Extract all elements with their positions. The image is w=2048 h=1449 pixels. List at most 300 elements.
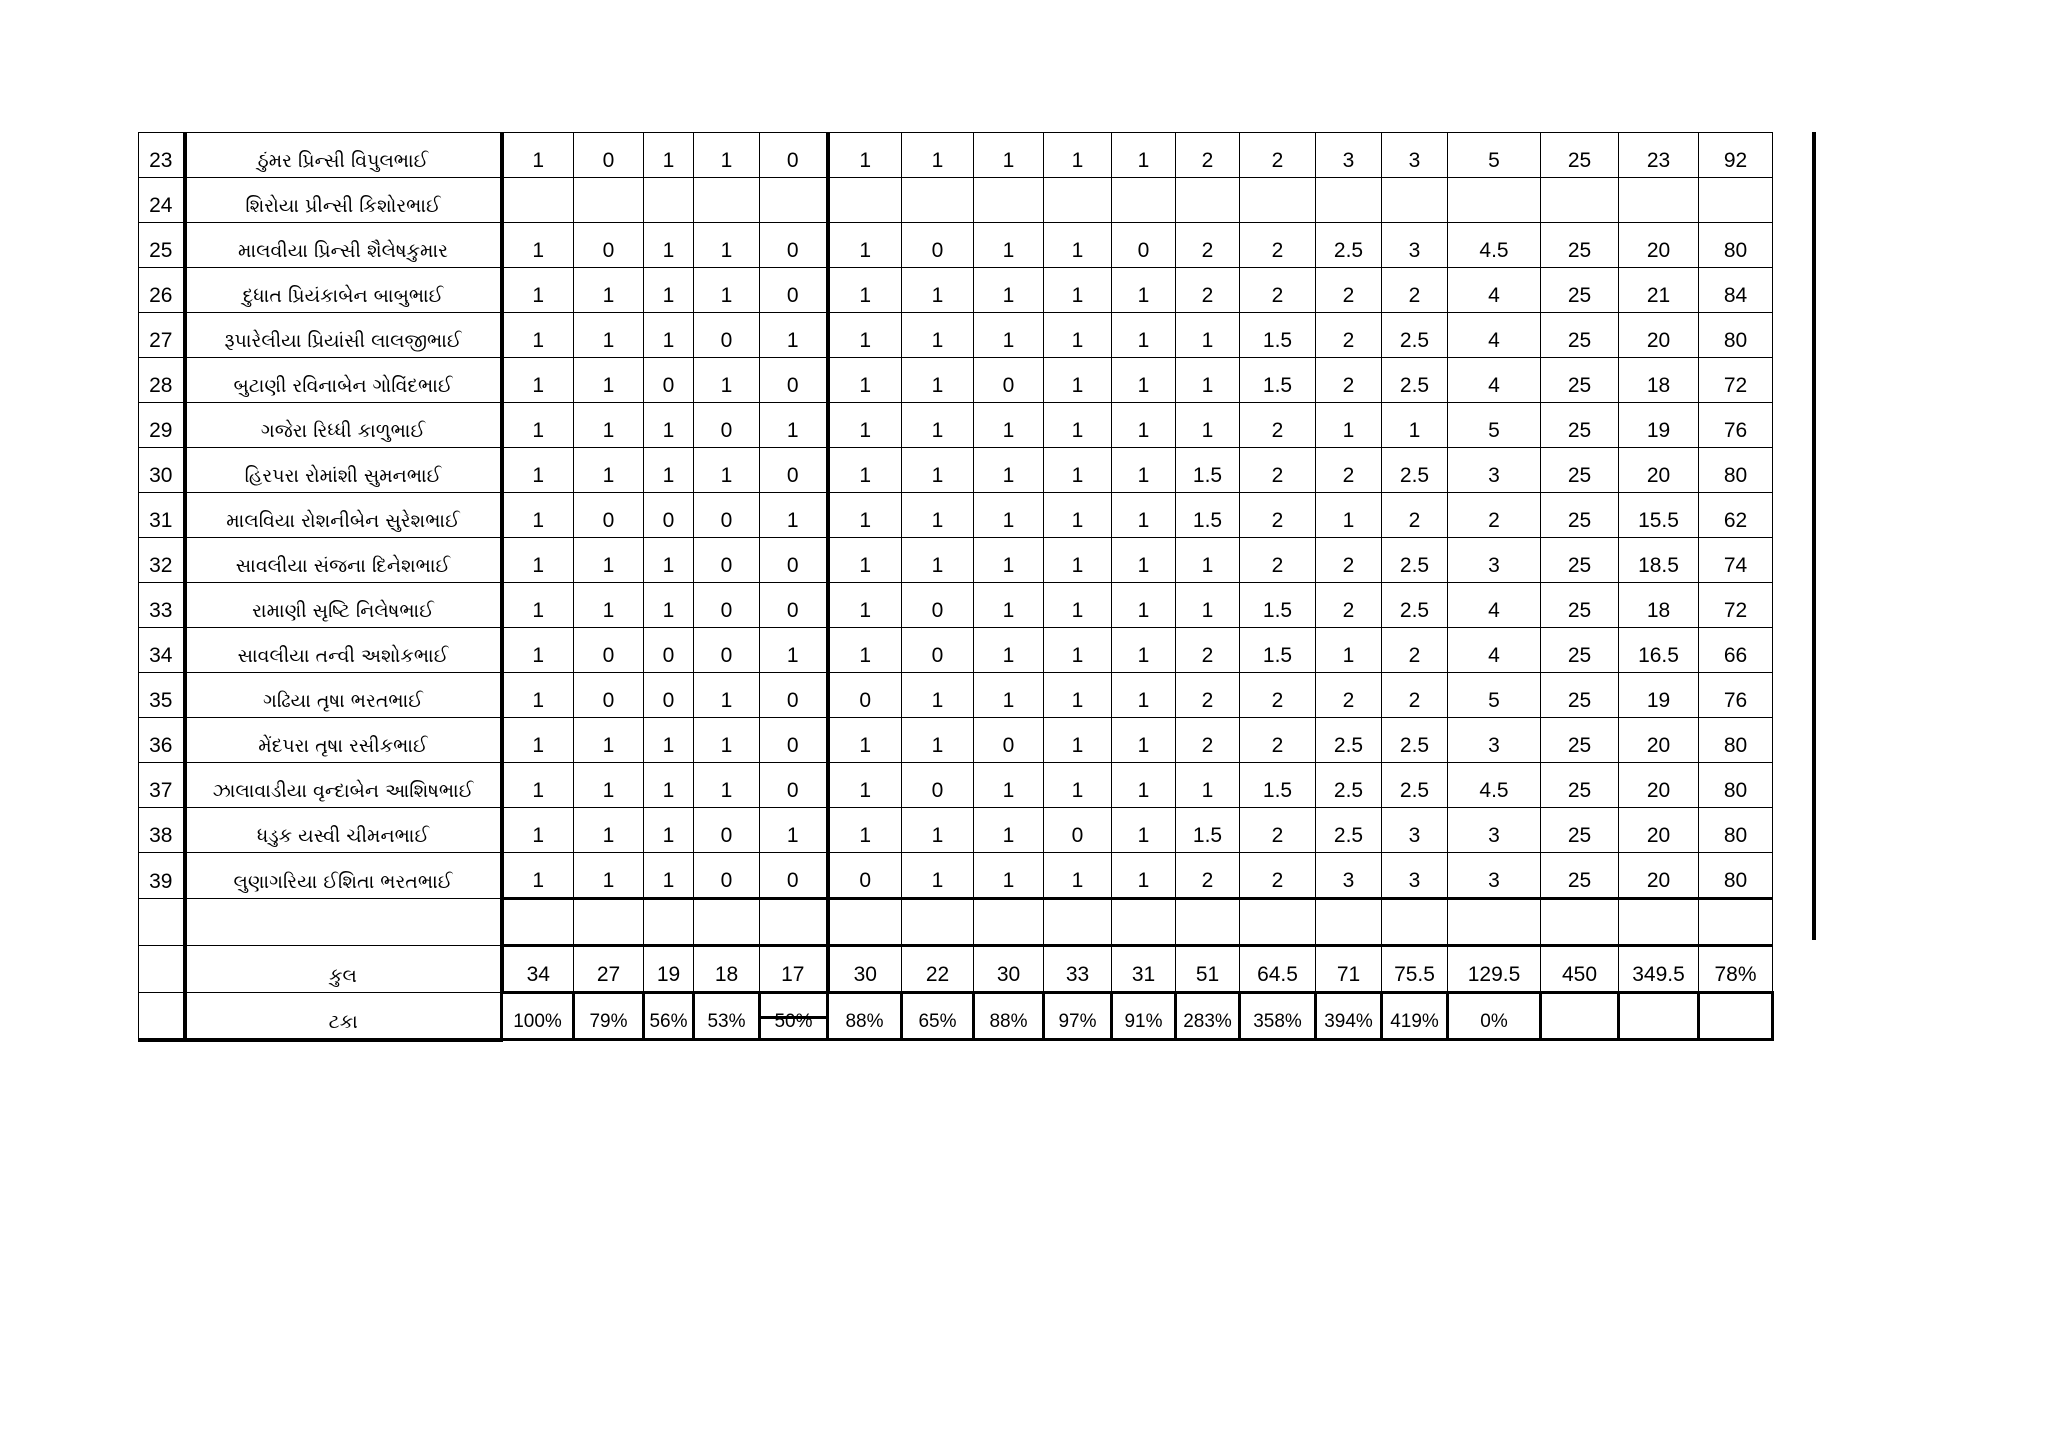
total-row — [139, 946, 1773, 993]
score-cell: 1.5 — [1240, 628, 1316, 673]
student-name-cell: સાવલીયા તન્વી અશોકભાઈ — [185, 628, 502, 673]
score-cell: 1 — [1112, 583, 1176, 628]
score-cell: 419% — [1382, 993, 1448, 1040]
score-cell: 65% — [902, 993, 974, 1040]
score-cell: 2 — [1382, 493, 1448, 538]
score-cell: 1 — [974, 313, 1044, 358]
score-cell: 0 — [760, 223, 828, 268]
score-cell: 1 — [694, 718, 760, 763]
score-cell: 2 — [1240, 673, 1316, 718]
score-cell: 1 — [502, 448, 574, 493]
score-cell: 1 — [644, 268, 694, 313]
score-cell: 1 — [974, 133, 1044, 178]
score-cell: 2 — [1240, 808, 1316, 853]
score-cell: 25 — [1541, 853, 1619, 899]
score-cell — [644, 178, 694, 223]
score-cell: 97% — [1044, 993, 1112, 1040]
score-cell: 1 — [644, 223, 694, 268]
score-cell: 1 — [760, 313, 828, 358]
signature-line — [760, 1016, 828, 1019]
table-row — [139, 493, 1773, 538]
score-cell — [1240, 178, 1316, 223]
score-cell: 0 — [902, 223, 974, 268]
score-cell: 30 — [828, 946, 902, 993]
score-cell: 2.5 — [1316, 808, 1382, 853]
score-cell: 2.5 — [1382, 583, 1448, 628]
score-cell: 1 — [574, 538, 644, 583]
score-cell: 1 — [1044, 133, 1112, 178]
score-cell: 25 — [1541, 448, 1619, 493]
roll-number-cell: 31 — [139, 493, 185, 538]
score-cell: 2 — [1176, 853, 1240, 899]
score-cell: 1 — [1316, 403, 1382, 448]
score-cell: 50% — [760, 993, 828, 1040]
score-cell: 1 — [1044, 718, 1112, 763]
student-name-cell: રામાણી સૃષ્ટિ નિલેષભાઈ — [185, 583, 502, 628]
score-cell: 1 — [902, 358, 974, 403]
score-cell: 25 — [1541, 268, 1619, 313]
score-cell: 0 — [694, 583, 760, 628]
score-cell: 1 — [694, 133, 760, 178]
student-name-cell: સાવલીયા સંજના દિનેશભાઈ — [185, 538, 502, 583]
score-cell: 2 — [1240, 223, 1316, 268]
table-row — [139, 358, 1773, 403]
score-cell: 450 — [1541, 946, 1619, 993]
score-cell: 1 — [828, 403, 902, 448]
percent-row — [139, 993, 1773, 1040]
score-cell: 2 — [1316, 583, 1382, 628]
score-cell — [760, 178, 828, 223]
score-cell: 72 — [1699, 583, 1773, 628]
score-cell: 1 — [694, 268, 760, 313]
table-body — [139, 133, 1773, 1040]
score-cell: 1 — [828, 628, 902, 673]
score-cell: 2 — [1240, 853, 1316, 899]
score-cell: 1 — [1112, 268, 1176, 313]
student-name-cell: શિરોયા પ્રીન્સી કિશોરભાઈ — [185, 178, 502, 223]
score-cell: 349.5 — [1619, 946, 1699, 993]
score-cell: 2.5 — [1316, 763, 1382, 808]
score-cell: 25 — [1541, 628, 1619, 673]
score-cell: 18.5 — [1619, 538, 1699, 583]
score-cell: 0 — [974, 718, 1044, 763]
score-cell: 19 — [1619, 403, 1699, 448]
score-cell: 1 — [828, 448, 902, 493]
score-cell: 3 — [1448, 718, 1541, 763]
score-cell: 1 — [828, 493, 902, 538]
score-cell: 1 — [574, 403, 644, 448]
score-cell: 1 — [828, 538, 902, 583]
score-cell: 1 — [502, 583, 574, 628]
score-cell: 2 — [1240, 448, 1316, 493]
score-cell: 1 — [502, 673, 574, 718]
student-name-cell: ઝાલાવાડીયા વૃન્દાબેન આશિષભાઈ — [185, 763, 502, 808]
score-cell: 1 — [574, 808, 644, 853]
score-cell: 78% — [1699, 946, 1773, 993]
score-cell: 0 — [760, 133, 828, 178]
score-cell: 1 — [828, 808, 902, 853]
score-cell — [1699, 993, 1773, 1040]
score-cell — [1448, 899, 1541, 946]
score-cell: 88% — [974, 993, 1044, 1040]
score-cell — [1240, 899, 1316, 946]
score-cell: 2 — [1240, 493, 1316, 538]
score-cell: 1 — [502, 268, 574, 313]
score-cell: 80 — [1699, 223, 1773, 268]
score-cell: 1 — [974, 583, 1044, 628]
score-cell: 0 — [644, 628, 694, 673]
score-cell — [902, 178, 974, 223]
roll-number-cell: 39 — [139, 853, 185, 899]
student-name-cell: લુણાગરિયા ઈશિતા ભરતભાઈ — [185, 853, 502, 899]
score-cell: 25 — [1541, 493, 1619, 538]
score-cell: 0 — [1044, 808, 1112, 853]
score-cell — [1619, 178, 1699, 223]
score-cell: 17 — [760, 946, 828, 993]
score-cell: 4.5 — [1448, 223, 1541, 268]
score-cell: 1 — [502, 538, 574, 583]
score-cell: 79% — [574, 993, 644, 1040]
roll-number-cell: 30 — [139, 448, 185, 493]
student-name-cell: રૂપારેલીયા પ્રિયાંસી લાલજીભાઈ — [185, 313, 502, 358]
score-cell: 0 — [828, 853, 902, 899]
student-name-cell: દુધાત પ્રિયંકાબેન બાબુભાઈ — [185, 268, 502, 313]
score-cell: 2.5 — [1382, 538, 1448, 583]
score-cell: 1 — [1112, 448, 1176, 493]
score-cell: 1 — [902, 808, 974, 853]
score-cell: 88% — [828, 993, 902, 1040]
score-cell: 18 — [1619, 358, 1699, 403]
score-cell: 1 — [1044, 673, 1112, 718]
table-row — [139, 268, 1773, 313]
score-cell: 1 — [644, 133, 694, 178]
score-cell: 3 — [1448, 448, 1541, 493]
score-cell: 1 — [974, 448, 1044, 493]
score-cell: 1.5 — [1176, 493, 1240, 538]
score-cell — [1382, 899, 1448, 946]
score-cell: 283% — [1176, 993, 1240, 1040]
roll-number-cell — [139, 993, 185, 1040]
score-cell: 1 — [974, 673, 1044, 718]
score-cell: 0 — [574, 673, 644, 718]
score-cell: 2.5 — [1316, 718, 1382, 763]
score-cell: 0 — [644, 673, 694, 718]
score-cell: 1 — [502, 493, 574, 538]
table-row — [139, 223, 1773, 268]
score-cell: 0 — [1112, 223, 1176, 268]
table-row — [139, 763, 1773, 808]
roll-number-cell: 26 — [139, 268, 185, 313]
score-cell: 0 — [902, 628, 974, 673]
score-cell: 1 — [1382, 403, 1448, 448]
score-cell: 16.5 — [1619, 628, 1699, 673]
score-cell: 1 — [502, 403, 574, 448]
score-cell: 1 — [694, 358, 760, 403]
score-cell: 0 — [694, 493, 760, 538]
score-cell: 2 — [1240, 538, 1316, 583]
score-cell: 1 — [502, 718, 574, 763]
score-cell: 1 — [974, 853, 1044, 899]
score-cell: 20 — [1619, 763, 1699, 808]
score-cell: 0 — [760, 673, 828, 718]
score-cell: 1 — [574, 853, 644, 899]
score-cell — [1699, 899, 1773, 946]
score-cell: 1 — [1316, 493, 1382, 538]
score-cell: 1 — [644, 448, 694, 493]
score-cell: 20 — [1619, 718, 1699, 763]
score-cell: 1 — [574, 583, 644, 628]
score-cell: 1 — [1044, 358, 1112, 403]
score-cell: 1 — [828, 583, 902, 628]
score-cell: 1 — [902, 538, 974, 583]
score-cell: 1 — [1112, 763, 1176, 808]
score-cell: 0 — [574, 493, 644, 538]
score-cell: 2 — [1382, 268, 1448, 313]
score-cell: 23 — [1619, 133, 1699, 178]
score-cell: 80 — [1699, 763, 1773, 808]
student-name-cell: માલવીયા પ્રિન્સી શૈલેષકુમાર — [185, 223, 502, 268]
score-cell: 1 — [1112, 403, 1176, 448]
score-cell — [574, 899, 644, 946]
table-row — [139, 718, 1773, 763]
score-cell — [1112, 899, 1176, 946]
score-cell: 80 — [1699, 808, 1773, 853]
score-cell: 1 — [902, 853, 974, 899]
score-cell: 1 — [1044, 538, 1112, 583]
score-cell: 64.5 — [1240, 946, 1316, 993]
score-cell: 56% — [644, 993, 694, 1040]
score-cell: 1.5 — [1240, 358, 1316, 403]
student-name-cell: માલવિયા રોશનીબેન સુરેશભાઈ — [185, 493, 502, 538]
score-cell: 1 — [1044, 223, 1112, 268]
score-cell: 1 — [502, 133, 574, 178]
score-cell: 1 — [694, 673, 760, 718]
score-cell: 1 — [974, 223, 1044, 268]
score-cell: 25 — [1541, 538, 1619, 583]
score-cell — [974, 178, 1044, 223]
score-cell: 1 — [974, 538, 1044, 583]
score-cell: 2.5 — [1382, 358, 1448, 403]
score-cell: 25 — [1541, 583, 1619, 628]
score-cell: 2 — [1176, 718, 1240, 763]
score-cell: 1 — [644, 583, 694, 628]
score-cell: 1 — [644, 718, 694, 763]
score-cell: 1 — [902, 133, 974, 178]
score-cell — [1699, 178, 1773, 223]
score-cell: 1 — [1112, 628, 1176, 673]
score-cell: 1 — [1176, 358, 1240, 403]
table-row — [139, 808, 1773, 853]
score-cell — [1541, 899, 1619, 946]
score-cell: 1 — [502, 628, 574, 673]
score-cell — [694, 899, 760, 946]
score-cell — [1619, 899, 1699, 946]
score-cell: 1 — [760, 403, 828, 448]
score-cell: 0 — [644, 358, 694, 403]
score-cell: 0 — [760, 268, 828, 313]
score-cell: 3 — [1382, 223, 1448, 268]
score-cell: 1 — [1044, 448, 1112, 493]
score-cell: 2.5 — [1382, 448, 1448, 493]
score-cell: 1 — [828, 313, 902, 358]
score-cell: 1 — [760, 628, 828, 673]
score-cell: 1 — [902, 493, 974, 538]
score-cell — [1316, 899, 1382, 946]
student-name-cell: કુલ — [185, 946, 502, 993]
score-cell: 31 — [1112, 946, 1176, 993]
score-cell: 25 — [1541, 358, 1619, 403]
score-cell: 0 — [574, 223, 644, 268]
score-cell: 3 — [1382, 853, 1448, 899]
score-cell: 1 — [1112, 853, 1176, 899]
score-cell: 1 — [1112, 313, 1176, 358]
score-cell: 0 — [694, 313, 760, 358]
score-cell — [574, 178, 644, 223]
score-cell: 1 — [502, 763, 574, 808]
score-cell: 2 — [1382, 628, 1448, 673]
roll-number-cell: 34 — [139, 628, 185, 673]
student-name-cell: હિરપરા રોમાંશી સુમનભાઈ — [185, 448, 502, 493]
score-cell: 1 — [1044, 763, 1112, 808]
score-cell: 51 — [1176, 946, 1240, 993]
score-cell: 20 — [1619, 223, 1699, 268]
score-cell: 22 — [902, 946, 974, 993]
score-cell: 80 — [1699, 718, 1773, 763]
score-cell: 2 — [1176, 223, 1240, 268]
score-cell: 2 — [1176, 268, 1240, 313]
score-cell: 76 — [1699, 673, 1773, 718]
student-name-cell — [185, 899, 502, 946]
roll-number-cell: 35 — [139, 673, 185, 718]
score-cell: 33 — [1044, 946, 1112, 993]
score-cell: 2.5 — [1382, 313, 1448, 358]
score-cell: 3 — [1316, 853, 1382, 899]
score-cell: 25 — [1541, 313, 1619, 358]
score-cell: 20 — [1619, 808, 1699, 853]
score-cell: 2 — [1240, 403, 1316, 448]
student-name-cell: ઠુંમર પ્રિન્સી વિપુલભાઈ — [185, 133, 502, 178]
score-cell: 3 — [1316, 133, 1382, 178]
table-row — [139, 853, 1773, 899]
score-cell: 1 — [1044, 583, 1112, 628]
score-cell: 1 — [644, 538, 694, 583]
score-cell: 0 — [694, 538, 760, 583]
score-cell: 1 — [644, 763, 694, 808]
score-cell: 1 — [902, 673, 974, 718]
roll-number-cell: 27 — [139, 313, 185, 358]
score-cell: 66 — [1699, 628, 1773, 673]
table-row — [139, 178, 1773, 223]
score-cell: 2 — [1316, 448, 1382, 493]
table-row — [139, 403, 1773, 448]
score-cell: 1.5 — [1240, 763, 1316, 808]
score-cell: 100% — [502, 993, 574, 1040]
score-cell: 0 — [760, 538, 828, 583]
score-cell: 0 — [694, 628, 760, 673]
score-cell — [1176, 899, 1240, 946]
score-cell — [644, 899, 694, 946]
score-cell: 4 — [1448, 583, 1541, 628]
score-cell: 2 — [1176, 628, 1240, 673]
score-cell: 1 — [828, 718, 902, 763]
score-cell: 1 — [1112, 808, 1176, 853]
student-name-cell: બુટાણી રવિનાબેન ગોવિંદભાઈ — [185, 358, 502, 403]
score-cell: 1 — [1176, 403, 1240, 448]
score-cell: 1 — [1316, 628, 1382, 673]
score-cell: 1 — [1112, 538, 1176, 583]
score-cell: 53% — [694, 993, 760, 1040]
score-cell: 4 — [1448, 358, 1541, 403]
score-cell: 2 — [1448, 493, 1541, 538]
score-cell: 1.5 — [1176, 808, 1240, 853]
score-cell: 1 — [1112, 358, 1176, 403]
score-cell: 0 — [760, 718, 828, 763]
score-cell: 1 — [502, 313, 574, 358]
score-cell: 34 — [502, 946, 574, 993]
table-right-border — [1812, 132, 1816, 940]
score-cell: 0 — [902, 583, 974, 628]
score-cell: 1 — [902, 448, 974, 493]
score-cell: 1 — [574, 763, 644, 808]
student-name-cell: ગજેરા રિધ્ધી કાળુભાઈ — [185, 403, 502, 448]
score-cell: 2 — [1316, 538, 1382, 583]
score-cell: 1 — [760, 493, 828, 538]
score-cell: 20 — [1619, 313, 1699, 358]
score-cell: 5 — [1448, 403, 1541, 448]
score-cell: 1 — [974, 403, 1044, 448]
score-cell: 1.5 — [1240, 313, 1316, 358]
score-cell: 0 — [828, 673, 902, 718]
score-cell: 1 — [828, 268, 902, 313]
score-cell: 1.5 — [1240, 583, 1316, 628]
score-cell — [1044, 178, 1112, 223]
score-cell — [902, 899, 974, 946]
table-row — [139, 628, 1773, 673]
score-cell: 0 — [760, 583, 828, 628]
score-cell: 5 — [1448, 133, 1541, 178]
score-cell: 0 — [574, 628, 644, 673]
score-cell: 1 — [974, 628, 1044, 673]
score-cell — [828, 899, 902, 946]
score-cell: 0 — [760, 358, 828, 403]
score-cell: 1 — [1044, 268, 1112, 313]
score-cell: 1 — [502, 358, 574, 403]
score-cell — [760, 899, 828, 946]
score-cell: 18 — [1619, 583, 1699, 628]
score-cell: 76 — [1699, 403, 1773, 448]
score-cell: 75.5 — [1382, 946, 1448, 993]
table-row — [139, 448, 1773, 493]
score-cell: 0 — [694, 808, 760, 853]
score-cell: 4.5 — [1448, 763, 1541, 808]
score-cell: 1 — [1044, 313, 1112, 358]
score-cell: 1 — [828, 223, 902, 268]
student-name-cell: ગઢિયા તૃષા ભરતભાઈ — [185, 673, 502, 718]
score-cell — [1619, 993, 1699, 1040]
table-row — [139, 583, 1773, 628]
score-cell: 2.5 — [1316, 223, 1382, 268]
score-cell: 2 — [1240, 268, 1316, 313]
roll-number-cell: 38 — [139, 808, 185, 853]
score-cell: 1 — [644, 313, 694, 358]
roll-number-cell: 23 — [139, 133, 185, 178]
score-cell: 0 — [694, 853, 760, 899]
score-cell: 30 — [974, 946, 1044, 993]
score-cell: 394% — [1316, 993, 1382, 1040]
score-cell: 74 — [1699, 538, 1773, 583]
score-cell: 2.5 — [1382, 718, 1448, 763]
score-cell: 2 — [1316, 313, 1382, 358]
